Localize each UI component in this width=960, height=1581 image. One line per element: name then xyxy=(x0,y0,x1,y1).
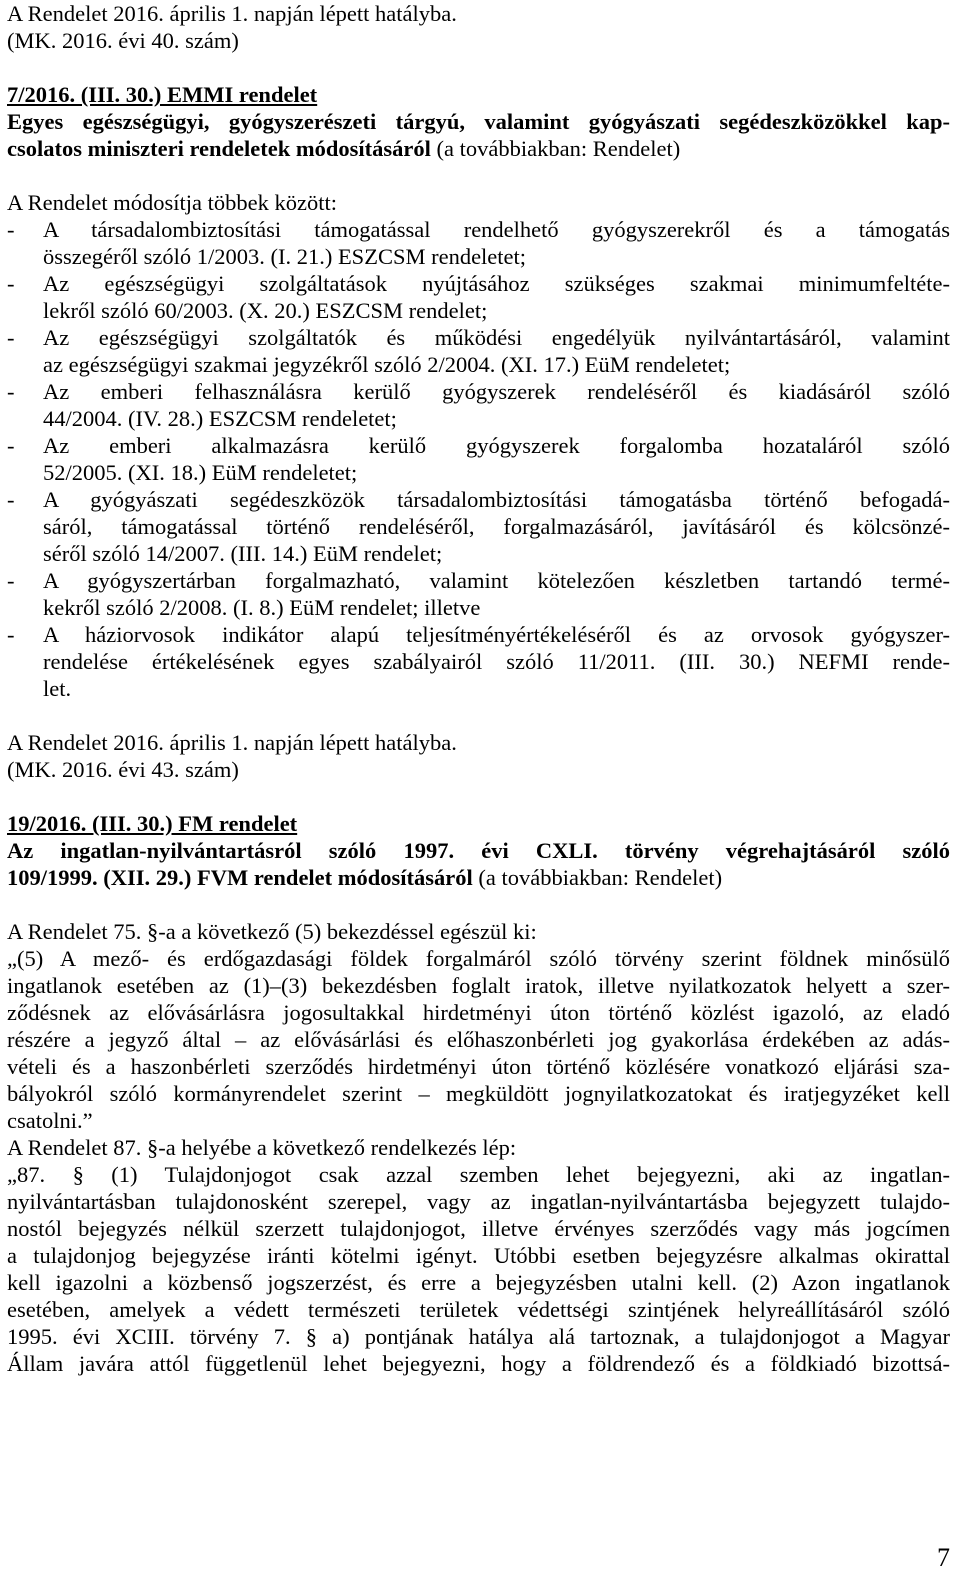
decree-title-1-line-1: Egyes egészségügyi, gyógyszerészeti tárgyú, valamint gyógyászati segédeszközökkel kap- xyxy=(7,109,950,134)
list-item-line: sáról, támogatással történő rendeléséről, forgalmazásáról, javításáról és kölcsönzé- xyxy=(43,514,950,539)
list-item-line: az egészségügyi szakmai jegyzékről szóló 2/2004. (XI. 17.) EüM rendeletet; xyxy=(43,352,731,377)
quote-75-line: csatolni.” xyxy=(7,1108,93,1133)
list-item-line: 52/2005. (XI. 18.) EüM rendeletet; xyxy=(43,460,358,485)
list-item-line: Az egészségügyi szolgáltatók és működési engedélyük nyilvántartásáról, valamint xyxy=(43,325,950,350)
decree-title-1-line-2 xyxy=(7,135,680,162)
list-item-line: A gyógyászati segédeszközök társadalombiztosítási támogatásba történő befogadá- xyxy=(43,487,950,512)
quote-75-line: ingatlanok esetében az (1)–(3) bekezdésben foglalt iratok, illetve nyilatkozatok helyett a szer- xyxy=(7,973,950,998)
quote-75-line: bályokról szóló kormányrendelet szerint – megküldött jognyilatkozatokat és iratjegyzéket kell xyxy=(7,1081,950,1106)
effective-date-line-2: A Rendelet 2016. április 1. napján lépett hatályba. xyxy=(7,730,457,755)
list-item-line: Az egészségügyi szolgáltatások nyújtásához szükséges szakmai minimumfeltéte- xyxy=(43,271,950,296)
quote-75-line: vételi és a haszonbérleti szerződés hirdetményi úton történő közlésére vonatkozó eljárási sza- xyxy=(7,1054,950,1079)
list-item-line: Az emberi alkalmazásra kerülő gyógyszerek forgalomba hozataláról szóló xyxy=(43,433,950,458)
paragraph-87-intro: A Rendelet 87. §-a helyébe a következő rendelkezés lép: xyxy=(7,1135,517,1160)
list-dash: - xyxy=(7,433,15,458)
quote-87-line: Állam javára attól függetlenül lehet bejegyezni, hogy a földrendező és a földkiadó bizottsá- xyxy=(7,1351,950,1376)
quote-87-line: esetében, amelyek a védett természeti területek védettségi szintjének helyreállításáról szóló xyxy=(7,1297,950,1322)
decree-title-2-bold: 109/1999. (XII. 29.) FVM rendelet módosításáról xyxy=(7,865,473,890)
list-item-line: séről szóló 14/2007. (III. 14.) EüM rendelet; xyxy=(43,541,443,566)
list-item-line: összegéről szóló 1/2003. (I. 21.) ESZCSM rendeletet; xyxy=(43,244,527,269)
list-dash: - xyxy=(7,622,15,647)
quote-87-line: „87. § (1) Tulajdonjogot csak azzal szemben lehet bejegyezni, aki az ingatlan- xyxy=(7,1162,950,1187)
effective-date-line-1: A Rendelet 2016. április 1. napján lépett hatályba. xyxy=(7,1,457,26)
decree-title-2-line-1: Az ingatlan-nyilvántartásról szóló 1997. évi CXLI. törvény végrehajtásáról szóló xyxy=(7,838,950,863)
list-item-line: 44/2004. (IV. 28.) ESZCSM rendeletet; xyxy=(43,406,397,431)
page-number: 7 xyxy=(937,1543,950,1572)
list-dash: - xyxy=(7,217,15,242)
list-item-line: let. xyxy=(43,676,72,701)
decree-number-2: 19/2016. (III. 30.) FM rendelet xyxy=(7,811,298,836)
paragraph-75-intro: A Rendelet 75. §-a a következő (5) bekezdéssel egészül ki: xyxy=(7,919,537,944)
list-dash: - xyxy=(7,379,15,404)
list-item-line: A háziorvosok indikátor alapú teljesítményértékeléséről és az orvosok gyógyszer- xyxy=(43,622,950,647)
list-item-line: lekről szóló 60/2003. (X. 20.) ESZCSM rendelet; xyxy=(43,298,488,323)
list-dash: - xyxy=(7,325,15,350)
list-item-line: kekről szóló 2/2008. (I. 8.) EüM rendelet; illetve xyxy=(43,595,481,620)
gazette-reference-1: (MK. 2016. évi 40. szám) xyxy=(7,28,239,53)
list-dash: - xyxy=(7,568,15,593)
decree-title-1-bold: csolatos miniszteri rendeletek módosításáról xyxy=(7,136,431,161)
list-dash: - xyxy=(7,487,15,512)
list-item-line: A társadalombiztosítási támogatással rendelhető gyógyszerekről és a támogatás xyxy=(43,217,950,242)
list-item-line: Az emberi felhasználásra kerülő gyógyszerek rendeléséről és kiadásáról szóló xyxy=(43,379,950,404)
gazette-reference-2: (MK. 2016. évi 43. szám) xyxy=(7,757,239,782)
quote-87-line: 1995. évi XCIII. törvény 7. § a) pontjának hatálya alá tartoznak, a tulajdonjogot a Magyar xyxy=(7,1324,950,1349)
decree-title-2-rest: (a továbbiakban: Rendelet) xyxy=(472,865,723,890)
list-item-line: rendelése értékelésének egyes szabályairól szóló 11/2011. (III. 30.) NEFMI rende- xyxy=(43,649,950,674)
decree-title-1-rest: (a továbbiakban: Rendelet) xyxy=(430,136,681,161)
quote-75-line: ződésnek az elővásárlásra jogosultakkal hirdetményi úton történő közlést igazoló, az eladó xyxy=(7,1000,950,1025)
quote-87-line: kell igazolni a közbenső jogszerzést, és erre a bejegyzésben utalni kell. (2) Azon ingatlanok xyxy=(7,1270,950,1295)
decree-title-2-line-2 xyxy=(7,864,722,891)
amendment-intro-1: A Rendelet módosítja többek között: xyxy=(7,190,337,215)
quote-75-line: részére a jegyző által – az elővásárlási és előhaszonbérleti jog gyakorlása érdekében az adás- xyxy=(7,1027,950,1052)
quote-87-line: nostól bejegyzés nélkül szerzett tulajdonjogot, illetve érvényes szerződés vagy más jogcímen xyxy=(7,1216,950,1241)
decree-number-1: 7/2016. (III. 30.) EMMI rendelet xyxy=(7,82,318,107)
quote-87-line: nyilvántartásban tulajdonosként szerepel, vagy az ingatlan-nyilvántartásba bejegyzett tulajdo- xyxy=(7,1189,950,1214)
quote-75-line: „(5) A mező- és erdőgazdasági földek forgalmáról szóló törvény szerint földnek minősülő xyxy=(7,946,950,971)
list-dash: - xyxy=(7,271,15,296)
quote-87-line: a tulajdonjog bejegyzése iránti kötelmi igényt. Utóbbi esetben bejegyzésre alkalmas okirattal xyxy=(7,1243,950,1268)
list-item-line: A gyógyszertárban forgalmazható, valamint kötelezően készletben tartandó termé- xyxy=(43,568,950,593)
